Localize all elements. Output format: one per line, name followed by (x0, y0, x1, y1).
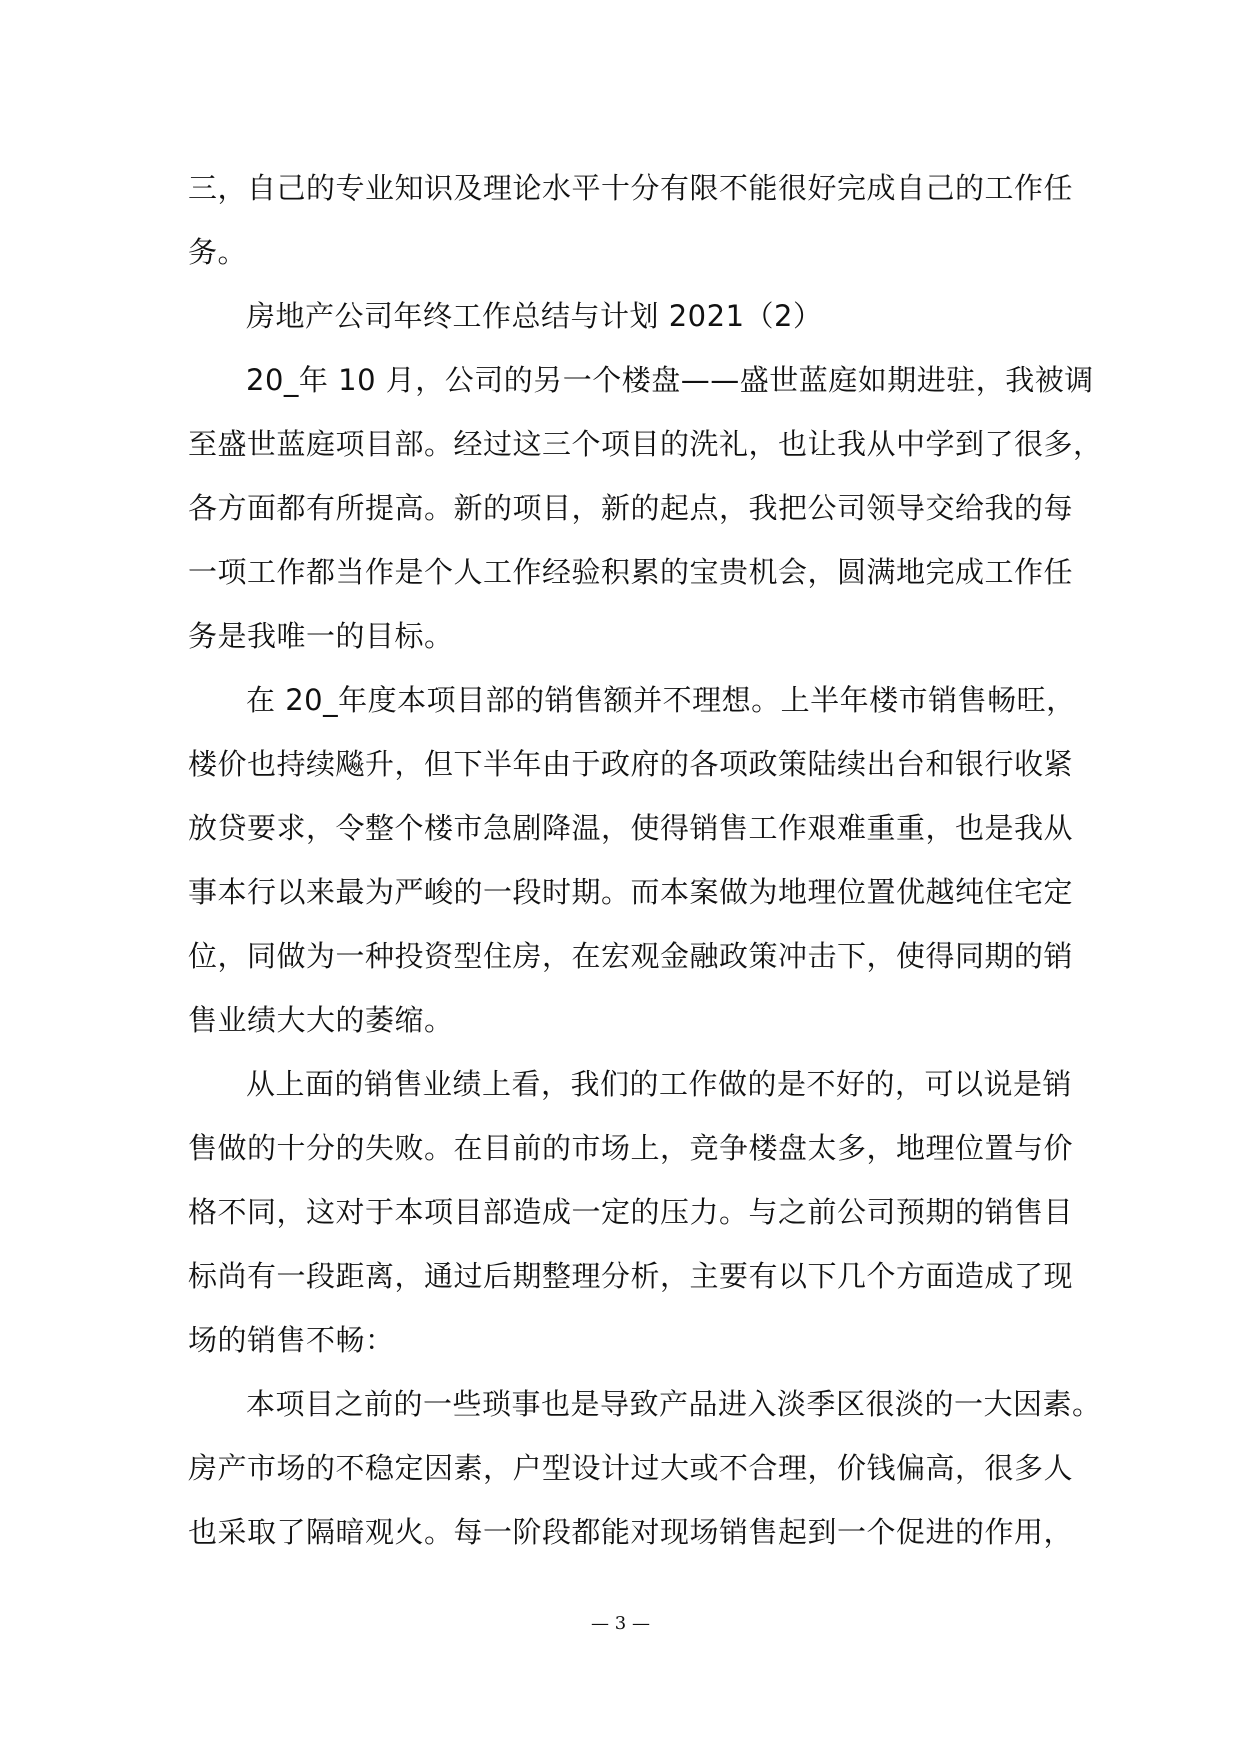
text-line: 务。 (188, 235, 248, 269)
text-line: 场的销售不畅： (188, 1323, 395, 1357)
text-line: 位，同做为一种投资型住房，在宏观金融政策冲击下，使得同期的销 (188, 939, 1074, 973)
text-line: 20_年 10 月，公司的另一个楼盘——盛世蓝庭如期进驻，我被调 (246, 363, 1094, 397)
text-line: 房产市场的不稳定因素，户型设计过大或不合理，价钱偏高，很多人 (188, 1451, 1074, 1485)
text-line: 务是我唯一的目标。 (188, 619, 454, 653)
text-line: 至盛世蓝庭项目部。经过这三个项目的洗礼，也让我从中学到了很多， (188, 427, 1103, 461)
body-text (188, 156, 1103, 1564)
text-line: 售业绩大大的萎缩。 (188, 1003, 454, 1037)
text-line: 各方面都有所提高。新的项目，新的起点，我把公司领导交给我的每 (188, 491, 1074, 525)
text-line: 一项工作都当作是个人工作经验积累的宝贵机会，圆满地完成工作任 (188, 555, 1074, 589)
text-line: 从上面的销售业绩上看，我们的工作做的是不好的，可以说是销 (246, 1067, 1073, 1101)
text-line: 售做的十分的失败。在目前的市场上，竞争楼盘太多，地理位置与价 (188, 1131, 1074, 1165)
text-line: 事本行以来最为严峻的一段时期。而本案做为地理位置优越纯住宅定 (188, 875, 1074, 909)
text-line: 本项目之前的一些琐事也是导致产品进入淡季区很淡的一大因素。 (246, 1387, 1102, 1421)
text-line: 也采取了隔暗观火。每一阶段都能对现场销售起到一个促进的作用， (188, 1515, 1074, 1549)
text-line: 标尚有一段距离，通过后期整理分析，主要有以下几个方面造成了现 (188, 1259, 1074, 1293)
text-line: 在 20_年度本项目部的销售额并不理想。上半年楼市销售畅旺， (246, 683, 1076, 717)
text-line: 放贷要求，令整个楼市急剧降温，使得销售工作艰难重重，也是我从 (188, 811, 1074, 845)
page-number: — 3 — (591, 1613, 650, 1634)
text-line: 楼价也持续飚升，但下半年由于政府的各项政策陆续出台和银行收紧 (188, 747, 1074, 781)
section-heading: 房地产公司年终工作总结与计划 2021（2） (246, 299, 823, 333)
text-line: 格不同，这对于本项目部造成一定的压力。与之前公司预期的销售目 (188, 1195, 1074, 1229)
text-line: 三，自己的专业知识及理论水平十分有限不能很好完成自己的工作任 (188, 171, 1074, 205)
